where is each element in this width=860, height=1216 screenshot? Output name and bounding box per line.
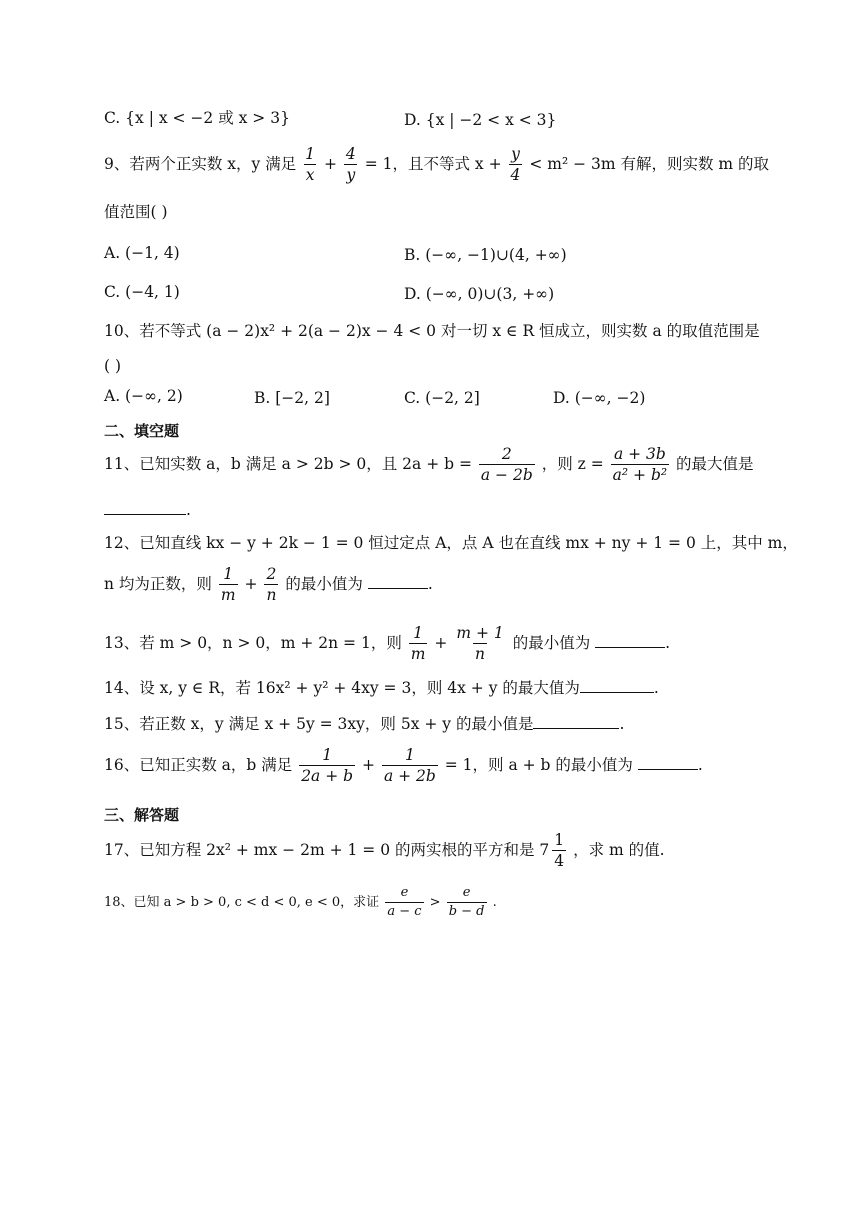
q10-option-b: B. [−2, 2] <box>254 389 330 407</box>
q17-mixed-whole: 7 <box>539 841 550 860</box>
q18-frac2-numerator: e <box>462 885 471 900</box>
q9-fraction-2 <box>344 146 358 184</box>
q12-frac2-numerator: 2 <box>266 565 277 583</box>
question-11-line-1 <box>104 446 754 484</box>
q13-frac2-numerator: m + 1 <box>456 624 504 642</box>
q14-answer-blank[interactable] <box>580 691 654 693</box>
q11-answer-blank[interactable] <box>104 513 186 515</box>
question-10-line-2: ( ) <box>104 357 122 375</box>
q11-fraction-1 <box>479 446 535 484</box>
q11-frac1-numerator: 2 <box>501 445 512 463</box>
q18-period: . <box>492 894 497 910</box>
question-17 <box>104 832 665 870</box>
q18-frac2-denominator: b − d <box>448 903 485 919</box>
q13-fraction-1 <box>409 625 428 663</box>
q17-tail: ，求 m 的值. <box>573 841 665 860</box>
q18-gt: > <box>429 894 441 910</box>
q9-option-d: D. (−∞, 0)∪(3, +∞) <box>404 285 555 303</box>
q17-prefix: 17、已知方程 2x² + mx − 2m + 1 = 0 的两实根的平方和是 <box>104 841 535 860</box>
q9-frac3-numerator: y <box>511 145 520 163</box>
q11-frac2-numerator: a + 3b <box>613 445 666 463</box>
question-12-line-2 <box>104 566 433 604</box>
q15-period: . <box>619 715 625 733</box>
q16-frac1-denominator: 2a + b <box>301 767 354 786</box>
question-11-line-2 <box>104 503 191 519</box>
q12-frac1-numerator: 1 <box>223 565 234 583</box>
q13-prefix: 13、若 m > 0，n > 0，m + 2n = 1，则 <box>104 634 402 653</box>
q9-frac2-numerator: 4 <box>345 145 356 163</box>
q9-fraction-1 <box>303 146 317 184</box>
q9-condition: = 1，且不等式 x + <box>364 155 502 174</box>
q16-frac2-numerator: 1 <box>404 746 415 764</box>
q10-option-d: D. (−∞, −2) <box>553 389 646 407</box>
q12-frac1-denominator: m <box>220 586 236 605</box>
q16-answer-blank[interactable] <box>638 768 698 770</box>
q13-period: . <box>665 634 671 653</box>
q18-frac1-numerator: e <box>400 885 409 900</box>
q14-text: 14、设 x, y ∈ R，若 16x² + y² + 4xy = 3，则 4x + y 的最大值为 <box>104 679 580 697</box>
q15-answer-blank[interactable] <box>533 727 619 729</box>
q9-option-b: B. (−∞, −1)∪(4, +∞) <box>404 246 567 264</box>
q13-answer-blank[interactable] <box>595 646 665 648</box>
q13-tail: 的最小值为 <box>512 634 591 653</box>
q12-frac2-denominator: n <box>266 586 277 605</box>
q17-mixed-number <box>539 832 568 870</box>
q9-frac2-denominator: y <box>346 166 356 185</box>
section-heading-fill-in: 二、填空题 <box>104 422 180 440</box>
q17-mixed-numerator: 1 <box>554 831 565 849</box>
q18-frac1-denominator: a − c <box>387 903 422 919</box>
q13-fraction-2 <box>454 625 505 663</box>
q16-fraction-2 <box>382 747 438 785</box>
q9-frac3-denominator: 4 <box>510 166 521 185</box>
q12-fraction-2 <box>264 566 278 604</box>
q11-tail: 的最大值是 <box>676 455 754 474</box>
q12-fraction-1 <box>219 566 238 604</box>
q18-fraction-1 <box>385 886 423 918</box>
q16-plus: + <box>362 756 375 775</box>
q16-frac2-denominator: a + 2b <box>383 767 436 786</box>
q12-tail: 的最小值为 <box>285 575 363 594</box>
q18-fraction-2 <box>447 886 487 918</box>
q9-plus: + <box>323 155 337 174</box>
question-13 <box>104 625 670 663</box>
q12-prefix: n 均为正数，则 <box>104 575 212 594</box>
q12-answer-blank[interactable] <box>368 587 428 589</box>
q11-frac1-denominator: a − 2b <box>480 466 533 485</box>
q13-frac1-numerator: 1 <box>413 624 424 642</box>
q17-mixed-denominator: 4 <box>554 852 565 871</box>
q12-period: . <box>427 575 433 594</box>
question-15 <box>104 717 624 733</box>
q16-frac1-numerator: 1 <box>322 746 333 764</box>
q9-option-c: C. (−4, 1) <box>104 283 180 301</box>
q16-prefix: 16、已知正实数 a，b 满足 <box>104 756 293 775</box>
q17-mixed-fraction <box>552 832 566 870</box>
q11-prefix: 11、已知实数 a，b 满足 a > 2b > 0，且 2a + b = <box>104 455 472 474</box>
question-16 <box>104 747 703 785</box>
question-10-line-1: 10、若不等式 (a − 2)x² + 2(a − 2)x − 4 < 0 对一切 x ∈ R 恒成立，则实数 a 的取值范围是 <box>104 322 760 340</box>
q16-tail: = 1，则 a + b 的最小值为 <box>444 756 633 775</box>
question-9-line-1 <box>104 146 769 184</box>
q13-plus: + <box>434 634 448 653</box>
q15-text: 15、若正数 x，y 满足 x + 5y = 3xy，则 5x + y 的最小值是 <box>104 715 534 733</box>
q10-option-a: A. (−∞, 2) <box>104 387 183 405</box>
q9-tail: < m² − 3m 有解，则实数 m 的取 <box>529 155 770 174</box>
q16-fraction-1 <box>299 747 355 785</box>
question-18 <box>104 886 497 918</box>
q8-option-d: D. {x | −2 < x < 3} <box>404 111 557 129</box>
question-12-line-1: 12、已知直线 kx − y + 2k − 1 = 0 恒过定点 A，点 A 也在直线 mx + ny + 1 = 0 上，其中 m， <box>104 534 798 552</box>
q12-plus: + <box>244 575 258 594</box>
q14-period: . <box>653 679 659 697</box>
q9-option-a: A. (−1, 4) <box>104 244 180 262</box>
q10-option-c: C. (−2, 2] <box>404 389 480 407</box>
q8-option-c: C. {x | x < −2 或 x > 3} <box>104 109 290 127</box>
q9-frac1-denominator: x <box>305 166 315 185</box>
section-heading-solutions: 三、解答题 <box>104 806 180 824</box>
q11-mid: ，则 z = <box>541 455 604 474</box>
q13-frac2-denominator: n <box>475 645 486 664</box>
q11-period: . <box>186 501 191 519</box>
question-14 <box>104 681 659 697</box>
q9-fraction-3 <box>509 146 523 184</box>
q16-period: . <box>697 756 703 775</box>
q13-frac1-denominator: m <box>410 645 426 664</box>
question-9-line-2: 值范围( ) <box>104 203 168 221</box>
q11-fraction-2 <box>611 446 669 484</box>
q11-frac2-denominator: a² + b² <box>612 466 668 485</box>
q9-prefix: 9、若两个正实数 x，y 满足 <box>104 155 297 174</box>
q9-frac1-numerator: 1 <box>305 145 316 163</box>
q18-prefix: 18、已知 a > b > 0, c < d < 0, e < 0，求证 <box>104 894 380 910</box>
